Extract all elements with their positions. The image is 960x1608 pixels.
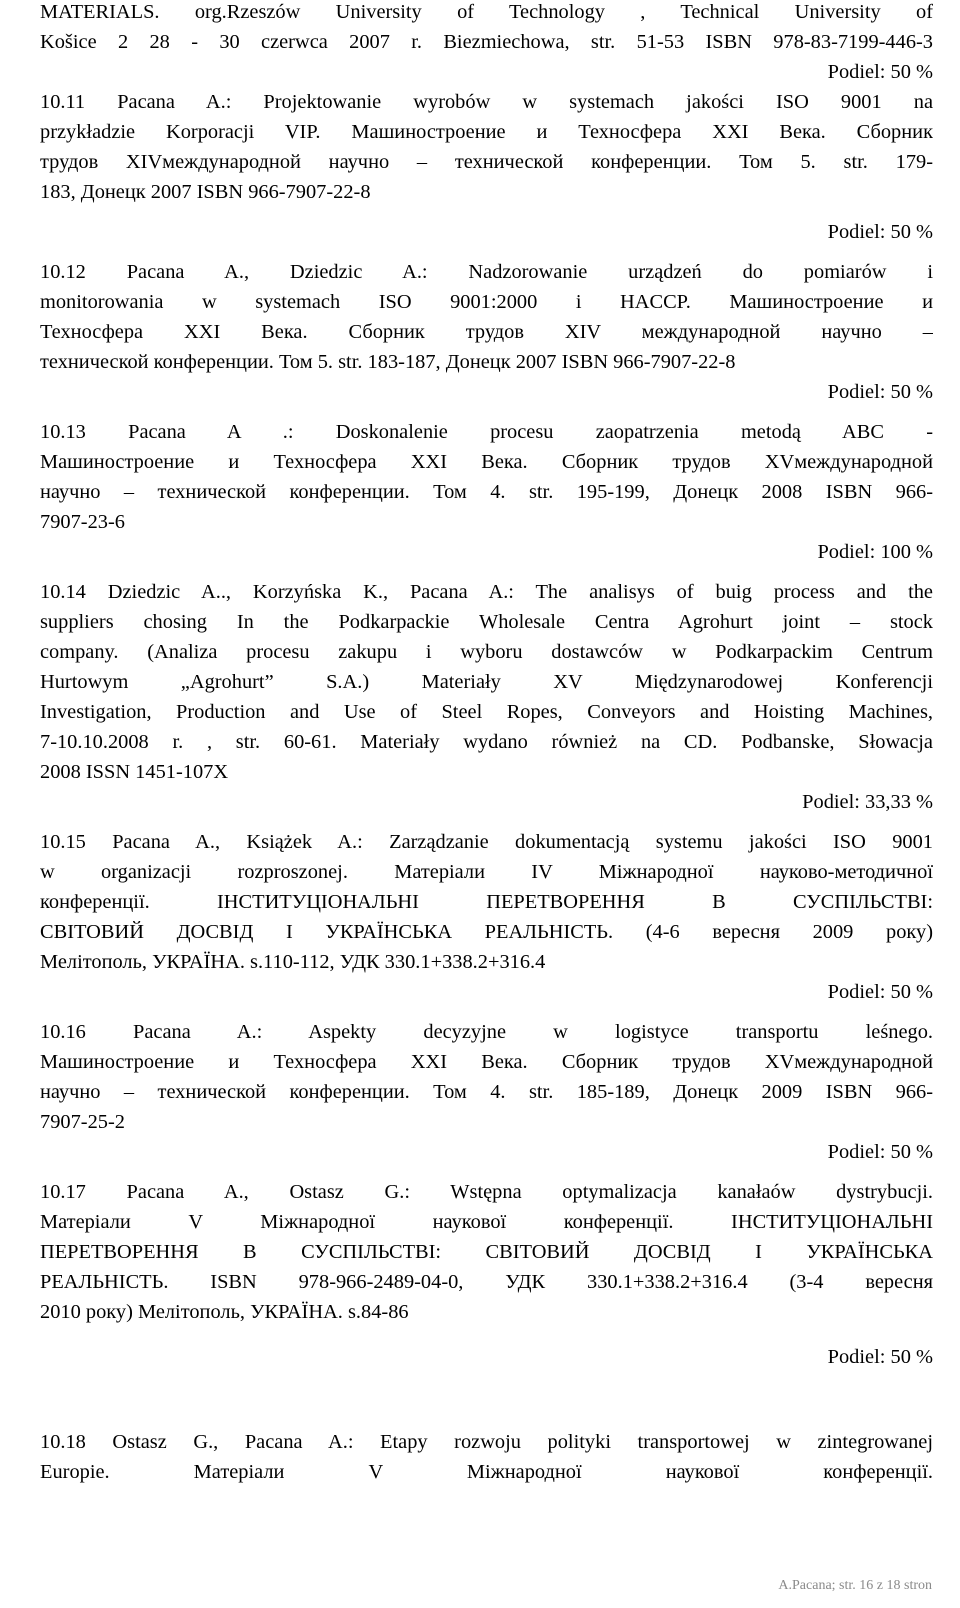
entry-text-line: MATERIALS. org.Rzeszów University of Technology , Technical University of xyxy=(40,1,933,23)
entry-continuation xyxy=(40,0,933,57)
entry-text-line: 10.11 Pacana A.: Projektowanie wyrobów w systemach jakości ISO 9001 na xyxy=(40,91,933,113)
entry-text-line: Investigation, Production and Use of Steel Ropes, Conveyors and Hoisting Machines, xyxy=(40,701,933,723)
page-footer: A.Pacana; str. 16 z 18 stron xyxy=(778,1578,932,1593)
share-percentage: Podiel: 50 % xyxy=(827,381,933,403)
entry-text-line: 2008 ISSN 1451-107X xyxy=(40,761,229,783)
entry-text-line: 7-10.10.2008 r. , str. 60-61. Materiały wydano również na CD. Podbanske, Słowacja xyxy=(40,731,933,753)
entry-text-line: Hurtowym „Agrohurt” S.A.) Materiały XV Międzynarodowej Konferencji xyxy=(40,671,933,693)
entry-text-line: технической конференции. Том 5. str. 183-187, Донецк 2007 ISBN 966-7907-22-8 xyxy=(40,351,736,373)
entry-text-line: конференції. ІНСТИТУЦІОНАЛЬНІ ПЕРЕТВОРЕННЯ В СУСПІЛЬСТВІ: xyxy=(40,891,933,913)
publication-entry-10-17 xyxy=(40,1177,933,1327)
entry-text-line: Техносфера XXI Века. Сборник трудов XIV международной научно – xyxy=(40,321,933,343)
publication-entry-10-16 xyxy=(40,1017,933,1137)
entry-text-line: РЕАЛЬНІСТЬ. ISBN 978-966-2489-04-0, УДК 330.1+338.2+316.4 (3-4 вересня xyxy=(40,1271,933,1293)
entry-text-line: 10.14 Dziedzic A.., Korzyńska K., Pacana A.: The analisys of buig process and the xyxy=(40,581,933,603)
publication-entry-10-15 xyxy=(40,827,933,977)
entry-text-line: Матеріали V Міжнародної наукової конференції. ІНСТИТУЦІОНАЛЬНІ xyxy=(40,1211,933,1233)
publication-entry-10-13 xyxy=(40,417,933,537)
entry-text-line: suppliers chosing In the Podkarpackie Wholesale Centra Agrohurt joint – stock xyxy=(40,611,933,633)
entry-text-line: научно – технической конференции. Том 4. str. 195-199, Донецк 2008 ISBN 966- xyxy=(40,481,933,503)
publication-entry-10-18 xyxy=(40,1427,933,1487)
entry-text-line: 2010 року) Мелітополь, УКРАЇНА. s.84-86 xyxy=(40,1301,409,1323)
entry-text-line: СВІТОВИЙ ДОСВІД І УКРАЇНСЬКА РЕАЛЬНІСТЬ. (4-6 вересня 2009 року) xyxy=(40,921,933,943)
entry-text-line: Мелітополь, УКРАЇНА. s.110-112, УДК 330.1+338.2+316.4 xyxy=(40,951,546,973)
share-percentage: Podiel: 50 % xyxy=(827,981,933,1003)
entry-text-line: monitorowania w systemach ISO 9001:2000 i HACCP. Машиностроение и xyxy=(40,291,933,313)
entry-text-line: 183, Донецк 2007 ISBN 966-7907-22-8 xyxy=(40,181,371,203)
share-percentage: Podiel: 50 % xyxy=(827,221,933,243)
publication-entry-10-12 xyxy=(40,257,933,377)
entry-text-line: 10.17 Pacana A., Ostasz G.: Wstępna optymalizacja kanałaów dystrybucji. xyxy=(40,1181,933,1203)
entry-text-line: 7907-25-2 xyxy=(40,1111,125,1133)
entry-text-line: Europie. Матеріали V Міжнародної наукової конференції. xyxy=(40,1461,933,1483)
share-percentage: Podiel: 50 % xyxy=(827,1346,933,1368)
entry-text-line: przykładzie Korporacji VIP. Машиностроение и Техносфера XXI Века. Сборник xyxy=(40,121,933,143)
entry-text-line: трудов XIVмеждународной научно – технической конференции. Том 5. str. 179- xyxy=(40,151,933,173)
entry-text-line: Машиностроение и Техносфера XXI Века. Сборник трудов XVмеждународной xyxy=(40,451,933,473)
entry-text-line: w organizacji rozproszonej. Матеріали IV Міжнародної науково-методичної xyxy=(40,861,933,883)
share-percentage: Podiel: 100 % xyxy=(817,541,933,563)
entry-text-line: 10.16 Pacana A.: Aspekty decyzyjne w logistyce transportu leśnego. xyxy=(40,1021,933,1043)
entry-text-line: Košice 2 28 - 30 czerwca 2007 r. Biezmiechowa, str. 51-53 ISBN 978-83-7199-446-3 xyxy=(40,31,933,53)
entry-text-line: научно – технической конференции. Том 4. str. 185-189, Донецк 2009 ISBN 966- xyxy=(40,1081,933,1103)
entry-text-line: 10.13 Pacana A .: Doskonalenie procesu zaopatrzenia metodą ABC - xyxy=(40,421,933,443)
share-percentage: Podiel: 33,33 % xyxy=(802,791,933,813)
share-percentage: Podiel: 50 % xyxy=(827,1141,933,1163)
entry-text-line: Машиностроение и Техносфера XXI Века. Сборник трудов XVмеждународной xyxy=(40,1051,933,1073)
entry-text-line: ПЕРЕТВОРЕННЯ В СУСПІЛЬСТВІ: СВІТОВИЙ ДОСВІД І УКРАЇНСЬКА xyxy=(40,1241,933,1263)
entry-text-line: 10.18 Ostasz G., Pacana A.: Etapy rozwoju polityki transportowej w zintegrowanej xyxy=(40,1431,933,1453)
entry-text-line: company. (Analiza procesu zakupu i wyboru dostawców w Podkarpackim Centrum xyxy=(40,641,933,663)
entry-text-line: 10.12 Pacana A., Dziedzic A.: Nadzorowanie urządzeń do pomiarów i xyxy=(40,261,933,283)
share-percentage: Podiel: 50 % xyxy=(827,61,933,83)
entry-text-line: 10.15 Pacana A., Książek A.: Zarządzanie dokumentacją systemu jakości ISO 9001 xyxy=(40,831,933,853)
publication-entry-10-14 xyxy=(40,577,933,787)
entry-text-line: 7907-23-6 xyxy=(40,511,125,533)
publication-entry-10-11 xyxy=(40,87,933,207)
